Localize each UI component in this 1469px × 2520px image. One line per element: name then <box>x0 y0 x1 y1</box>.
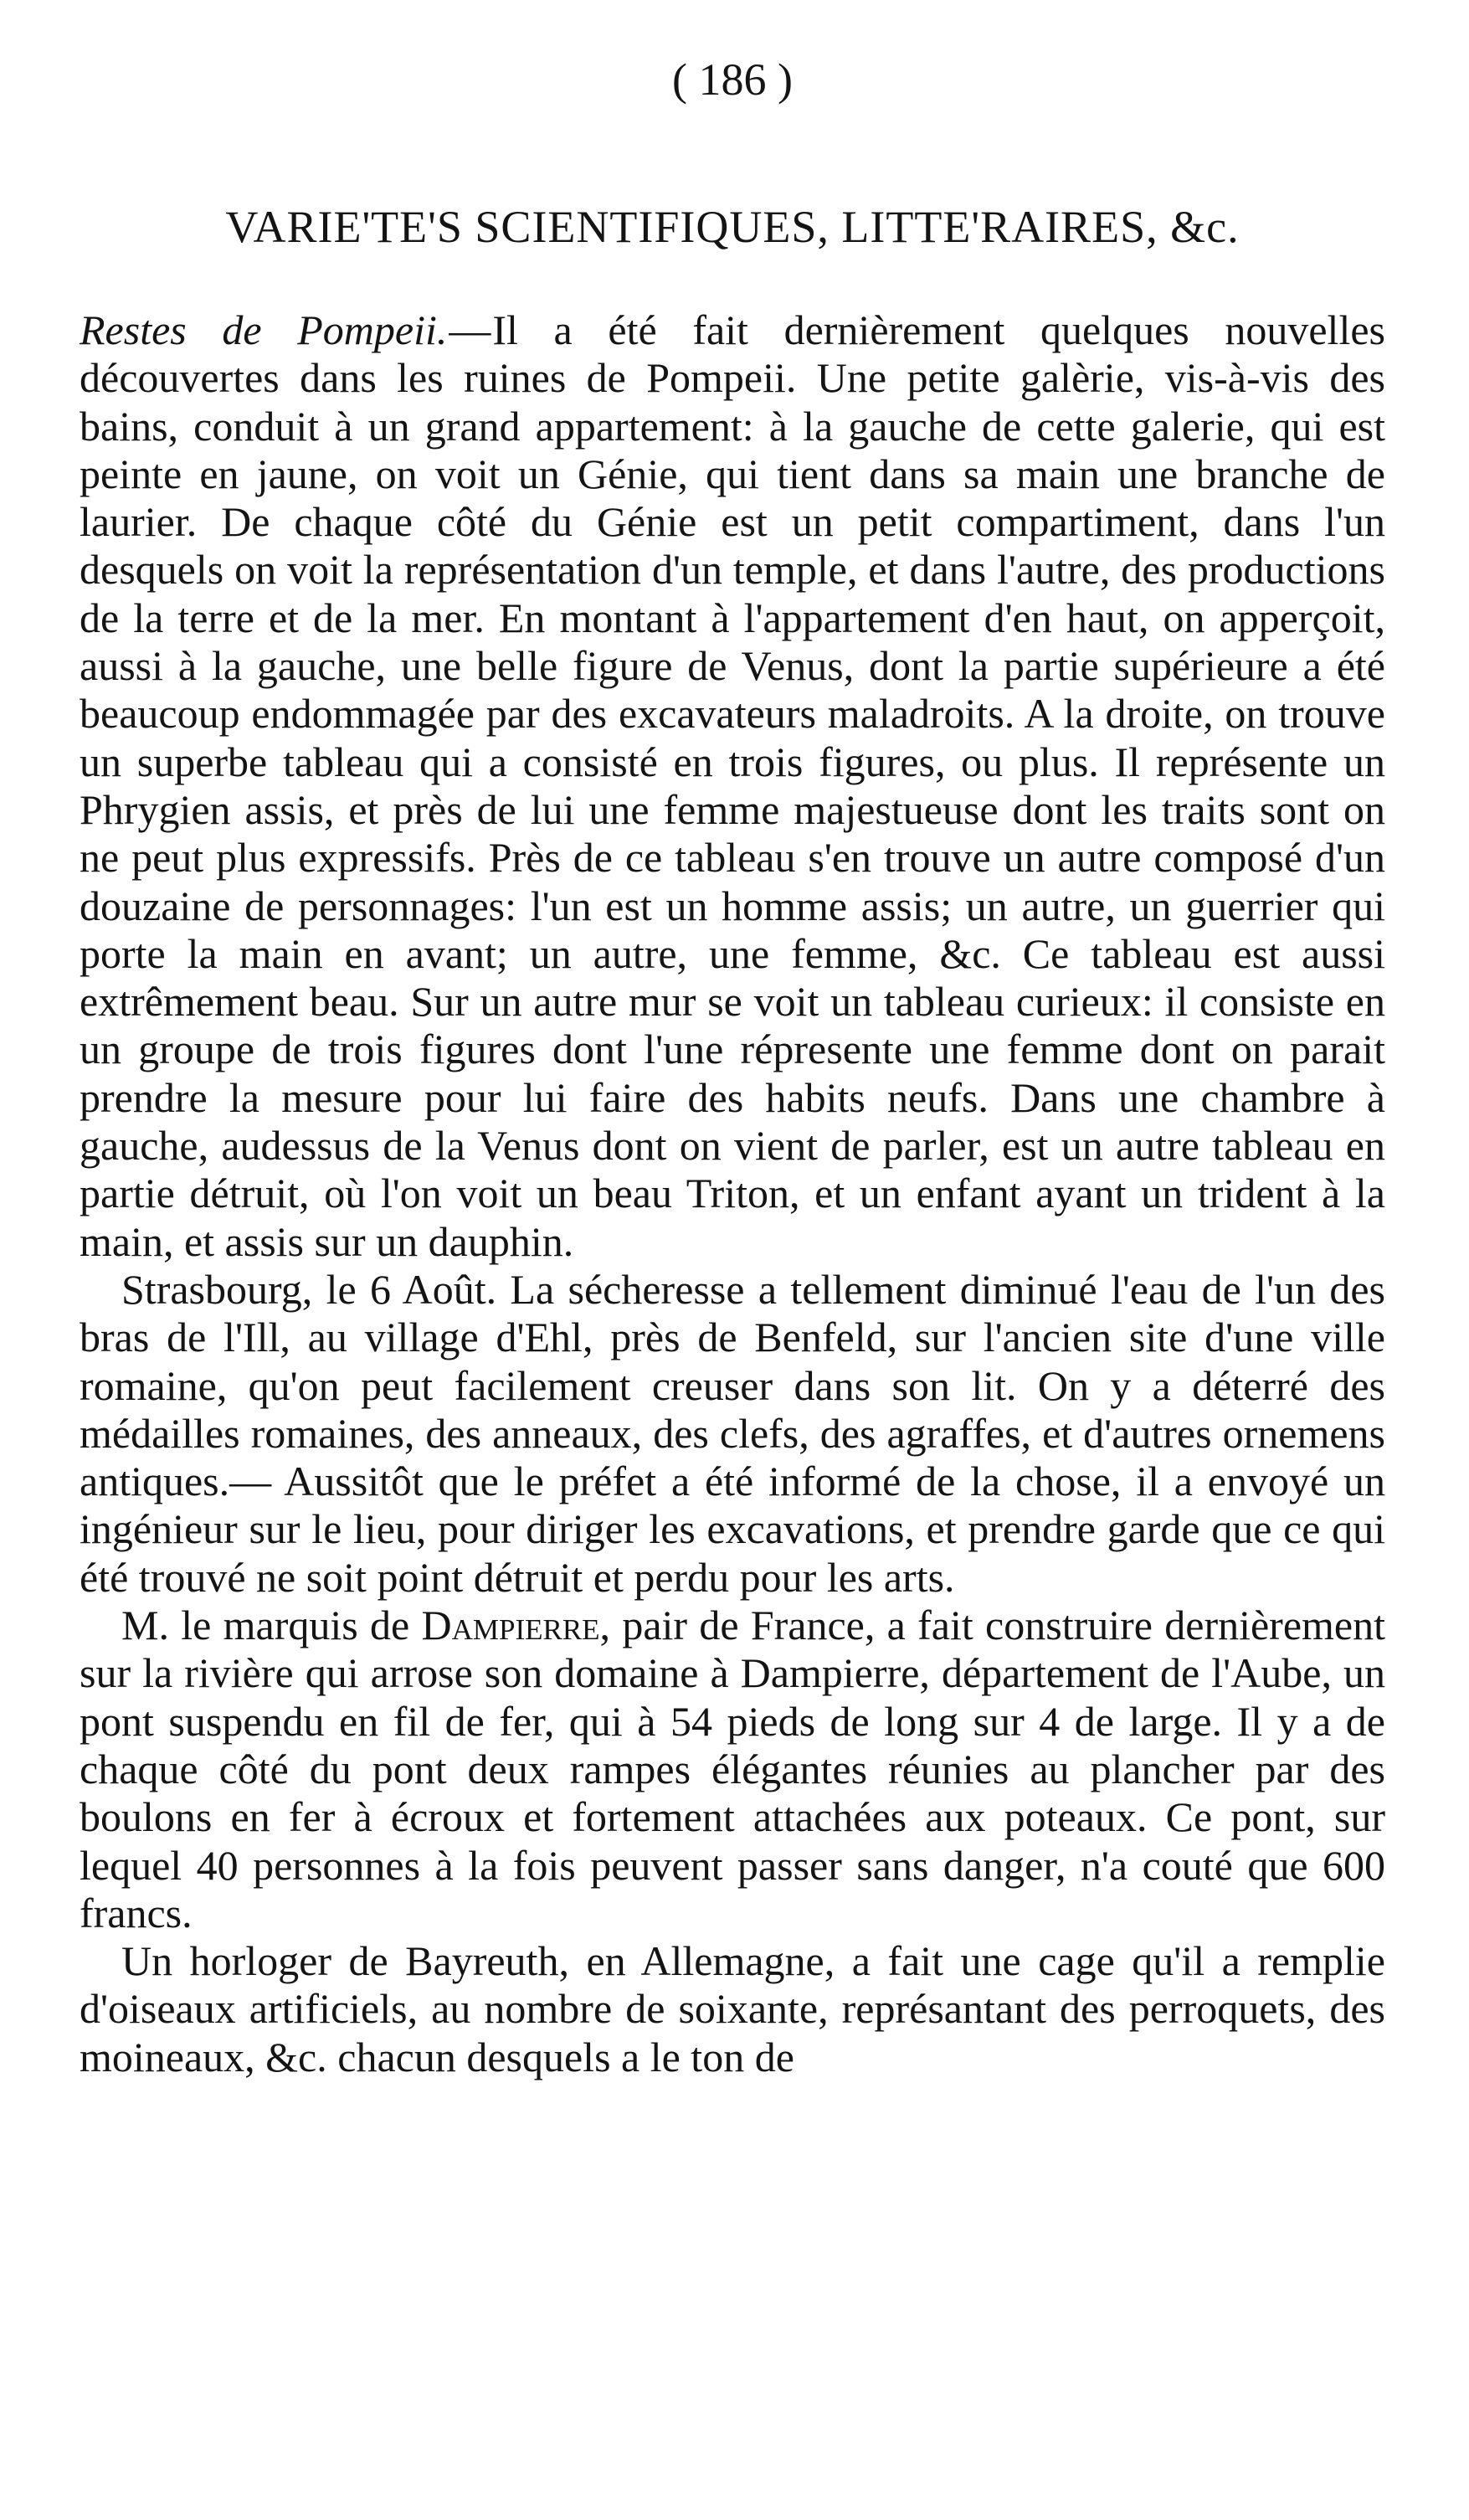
section-title: VARIE'TE'S SCIENTIFIQUES, LITTE'RAIRES, &c. <box>225 202 1240 252</box>
paragraph-text: Il a été fait dernièrement quelques nouvelles découvertes dans les ruines de Pompeii. Une petite galèrie, vis-à-vis des bains, conduit à un grand appartement: à la gauche de cette galerie, qui est peinte en jaune, on voit un Génie, qui tient dans sa main une branche de laurier. De chaque côté du Génie est un petit compartiment, dans l'un desquels on voit la représentation d'un temple, et dans l'autre, des productions de la terre et de la mer. En montant à l'appartement d'en haut, on apperçoit, aussi à la gauche, une belle figure de Venus, dont la partie supérieure a été beaucoup endommagée par des excavateurs maladroits. A la droite, on trouve un superbe tableau qui a consisté en trois figures, ou plus. Il représente un Phrygien assis, et près de lui une femme majestueuse dont les traits sont on ne peut plus expressifs. Près de ce tableau s'en trouve un autre composé d'un douzaine de personnages: l'un est un homme assis; un autre, un guerrier qui porte la main en avant; un autre, une femme, &c. Ce tableau est aussi extrêmement beau. Sur un autre mur se voit un tableau curieux: il consiste en un groupe de trois figures dont l'une répresente une femme dont on parait prendre la mesure pour lui faire des habits neufs. Dans une chambre à gauche, audessus de la Venus dont on vient de parler, est un autre tableau en partie détruit, où l'on voit un beau Triton, et un enfant ayant un trident à la main, et assis sur un dauphin. <box>80 306 1385 1265</box>
paragraph-prefix: M. le marquis de <box>121 1602 422 1649</box>
paragraph-text: Strasbourg, le 6 Août. La sécheresse a tellement diminué l'eau de l'un des bras de l'Ill, au village d'Ehl, près de Benfeld, sur l'ancien site d'une ville romaine, qu'on peut facilement creuser dans son lit. On y a déterré des médailles romaines, des anneaux, des clefs, des agraffes, et d'autres ornemens antiques.— Aussitôt que le préfet a été informé de la chose, il a envoyé un ingénieur sur le lieu, pour diriger les excavations, et prendre garde que ce qui été trouvé ne soit point détruit et perdu pour les arts. <box>80 1265 1385 1601</box>
paragraph-lead: Restes de Pompeii. <box>80 306 448 353</box>
page-number: ( 186 ) <box>672 54 793 105</box>
paragraph-text: Un horloger de Bayreuth, en Allemagne, a fait une cage qu'il a remplie d'oiseaux artificiels, au nombre de soixante, représantant des perroquets, des moineaux, &c. chacun desquels a le ton de <box>80 1937 1385 2080</box>
article-body <box>80 306 1385 2081</box>
paragraph-text: , pair de France, a fait construire dernièrement sur la rivière qui arrose son domaine à Dampierre, département de l'Aube, un pont suspendu en fil de fer, qui à 54 pieds de long sur 4 de large. Il y a de chaque côté du pont deux rampes élégantes réunies au plancher par des boulons en fer à écroux et fortement attachées aux poteaux. Ce pont, sur lequel 40 personnes à la fois peuvent passer sans danger, n'a couté que 600 francs. <box>80 1602 1385 1936</box>
paragraph-bayreuth <box>80 1937 1385 2081</box>
paragraph-strasbourg <box>80 1266 1385 1602</box>
page <box>80 50 1385 2081</box>
paragraph-pompeii: Restes de Pompeii.—Il a été fait dernièrement quelques nouvelles découvertes dans les ruines de Pompeii. Une petite galèrie, vis-à-vis des bains, conduit à un grand appartement: à la gauche de cette galerie, qui est peinte en jaune, on voit un Génie, qui tient dans sa main une branche de laurier. De chaque côté du Génie est un petit compartiment, dans l'un desquels on voit la représentation d'un temple, et dans l'autre, des productions de la terre et de la mer. En montant à l'appartement d'en haut, on apperçoit, aussi à la gauche, une belle figure de Venus, dont la partie supérieure a été beaucoup endommagée par des excavateurs maladroits. A la droite, on trouve un superbe tableau qui a consisté en trois figures, ou plus. Il représente un Phrygien assis, et près de lui une femme majestueuse dont les traits sont on ne peut plus expressifs. Près de ce tableau s'en trouve un autre composé d'un douzaine de personnages: l'un est un homme assis; un autre, un guerrier qui porte la main en avant; un autre, une femme, &c. Ce tableau est aussi extrêmement beau. Sur un autre mur se voit un tableau curieux: il consiste en un groupe de trois figures dont l'une répresente une femme dont on parait prendre la mesure pour lui faire des habits neufs. Dans une chambre à gauche, audessus de la Venus dont on vient de parler, est un autre tableau en partie détruit, où l'on voit un beau Triton, et un enfant ayant un trident à la main, et assis sur un dauphin. <box>80 306 1385 1265</box>
paragraph-dampierre <box>80 1602 1385 1937</box>
person-name: Dampierre <box>421 1602 600 1649</box>
